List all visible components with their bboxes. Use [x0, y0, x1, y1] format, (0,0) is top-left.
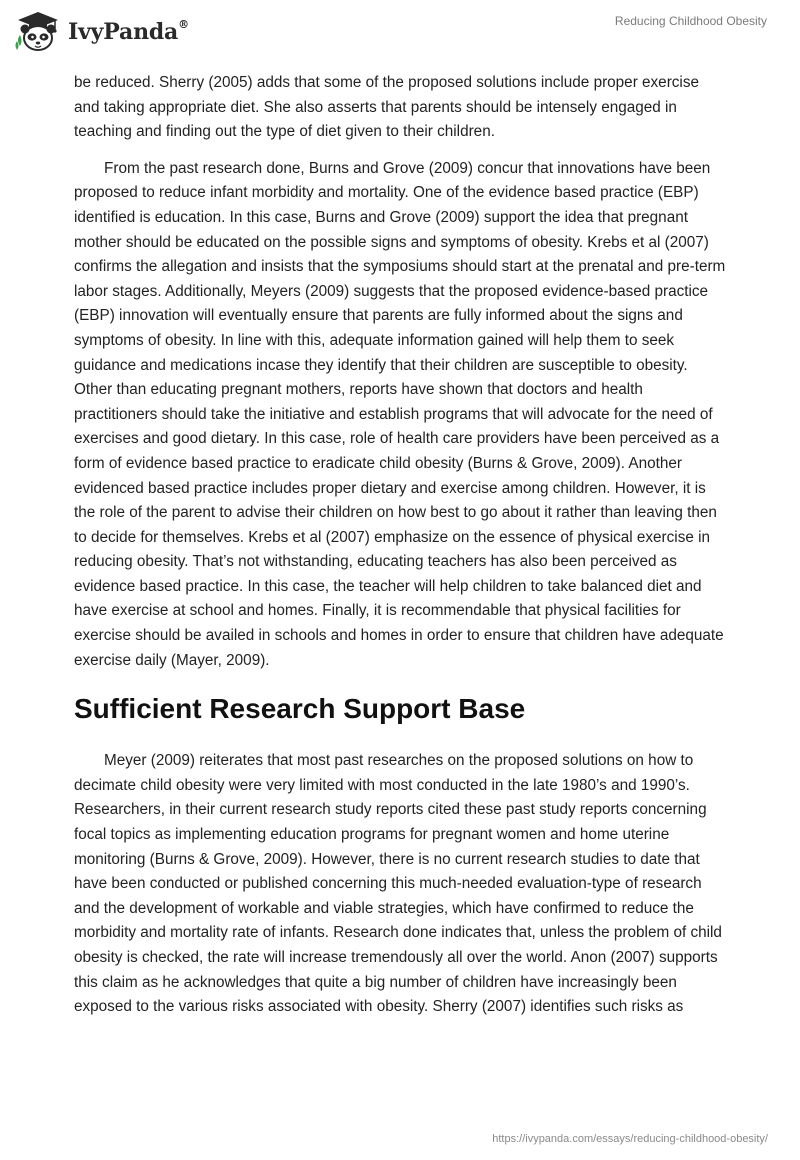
paragraph-evidence-based-practice: From the past research done, Burns and Grove (2009) concur that innovations have been proposed to reduce infant morbidity and mortality. One of the evidence based practice (EBP) identified is education. In this case, Burns and Grove (2009) support the idea that pregnant mother should be educated on the possible signs and symptoms of obesity. Krebs et al (2007) confirms the allegation and insists that the symposiums should start at the prenatal and pre-term labor stages. Additionally, Meyers (2009) suggests that the proposed evidence-based practice (EBP) innovation will eventually ensure that parents are fully informed about the signs and symptoms of obesity. In line with this, adequate information gained will help them to seek guidance and medications incase they identify that their children are susceptible to obesity. Other than educating pregnant mothers, reports have shown that doctors and health practitioners should take the initiative and establish programs that will advocate for the need of exercises and good dietary. In this case, role of health care providers have been perceived as a form of evidence based practice to eradicate child obesity (Burns & Grove, 2009). Another evidenced based practice includes proper dietary and exercise among children. However, it is the role of the parent to advise their children on how best to go about it rather than leaving then to decide for themselves. Krebs et al (2007) emphasize on the essence of physical exercise in reducing obesity. That’s not withstanding, educating teachers has also been perceived as evidence based practice. In this case, the teacher will help children to take balanced diet and have exercise at school and homes. Finally, it is recommendable that physical facilities for exercise should be availed in schools and homes in order to ensure that children have adequate exercise daily (Mayer, 2009). [74, 159, 726, 669]
paragraph-continuation: be reduced. Sherry (2005) adds that some of the proposed solutions include proper exercise and taking appropriate diet. She also asserts that parents should be intensely engaged in teaching and finding out the type of diet given to their children. [74, 74, 699, 141]
logo-wordmark: IvyPanda® [68, 17, 189, 45]
source-url[interactable]: https://ivypanda.com/essays/reducing-childhood-obesity/ [492, 1133, 768, 1145]
panda-graduate-icon [14, 10, 62, 54]
article-body [74, 71, 728, 1032]
ivypanda-logo[interactable] [14, 10, 189, 54]
page-header [0, 0, 800, 66]
section-heading: Sufficient Research Support Base [74, 693, 526, 725]
paragraph-research-support: Meyer (2009) reiterates that most past researches on the proposed solutions on how to decimate child obesity were very limited with most conducted in the late 1980’s and 1990’s. Researchers, in their current research study reports cited these past study reports concerning focal topics as implementing education programs for pregnant women and home uterine monitoring (Burns & Grove, 2009). However, there is no current research studies to date that have been conducted or published concerning this much-needed evaluation-type of research and the development of workable and viable strategies, which have confirmed to reduce the morbidity and mortality rate of infants. Research done indicates that, unless the problem of child obesity is checked, the rate will increase tremendously all over the world. Anon (2007) supports this claim as he acknowledges that quite a big number of children have increasingly been exposed to the various risks associated with obesity. Sherry (2007) identifies such risks as [74, 752, 722, 1016]
document-title: Reducing Childhood Obesity [614, 14, 767, 28]
